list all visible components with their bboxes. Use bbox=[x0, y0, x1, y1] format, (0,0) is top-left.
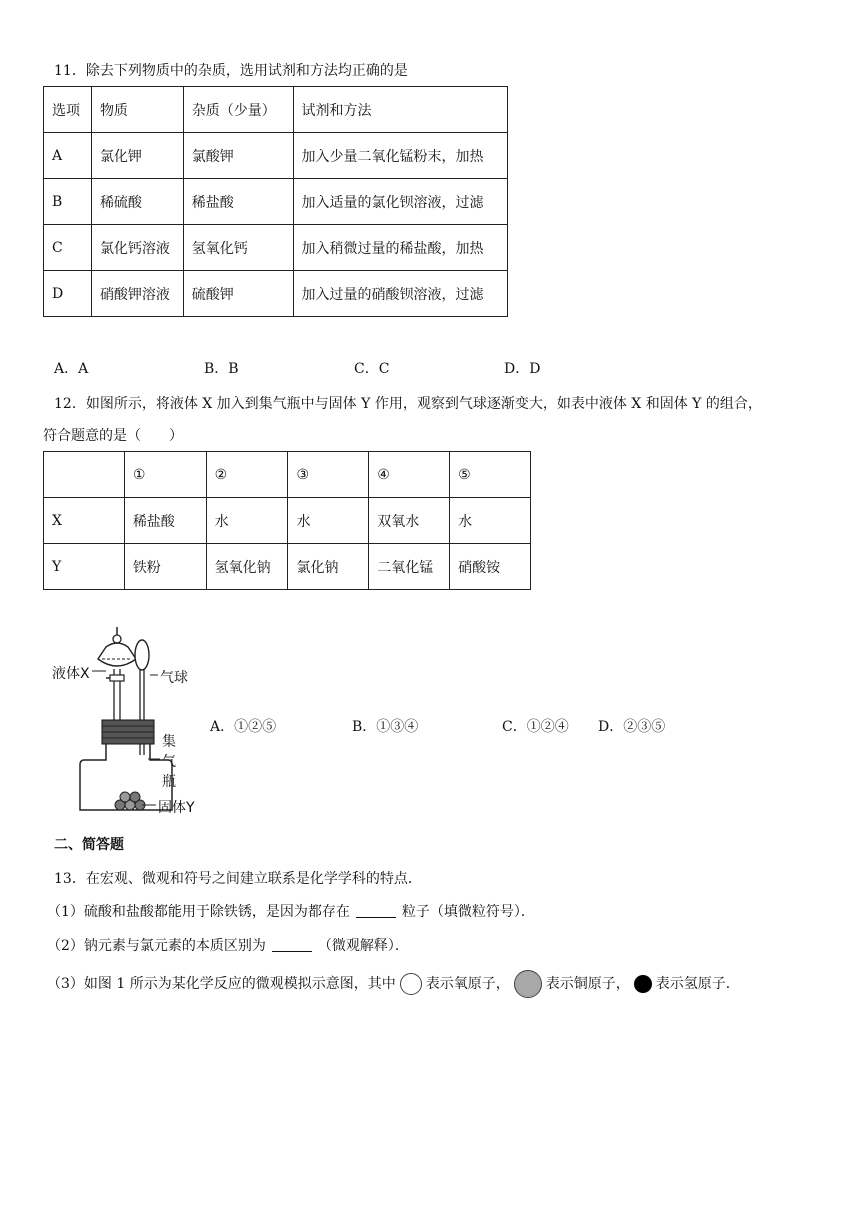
q12-table bbox=[43, 451, 531, 590]
copper-atom-icon bbox=[514, 970, 542, 998]
q11-table bbox=[43, 86, 508, 317]
q13-part3-text-b: 表示氧原子， bbox=[425, 976, 510, 992]
option-d[interactable]: D．D bbox=[504, 361, 541, 377]
option-a[interactable]: A．①②⑤ bbox=[210, 719, 277, 735]
table-cell: Y bbox=[44, 544, 125, 590]
table-cell: 氯酸钾 bbox=[183, 133, 293, 179]
header-cell: ② bbox=[206, 452, 288, 498]
table-cell: 二氧化锰 bbox=[369, 544, 450, 590]
table-cell: 加入过量的硝酸钡溶液，过滤 bbox=[293, 271, 507, 317]
table-cell: 氯化钠 bbox=[288, 544, 369, 590]
table-row bbox=[44, 179, 508, 225]
table-cell: 铁粉 bbox=[124, 544, 206, 590]
q13-part3 bbox=[47, 970, 740, 998]
table-cell: 硝酸钾溶液 bbox=[91, 271, 183, 317]
table-cell: 双氧水 bbox=[369, 498, 450, 544]
option-a[interactable]: A．A bbox=[54, 361, 89, 377]
table-row bbox=[44, 498, 531, 544]
table-cell: 加入稍微过量的稀盐酸，加热 bbox=[293, 225, 507, 271]
header-cell bbox=[44, 452, 125, 498]
table-header-row bbox=[44, 87, 508, 133]
header-cell: 试剂和方法 bbox=[293, 87, 507, 133]
table-cell: 氢氧化钠 bbox=[206, 544, 288, 590]
q13-part2-text-after: （微观解释）． bbox=[317, 938, 409, 954]
table-cell: 加入适量的氯化钡溶液，过滤 bbox=[293, 179, 507, 225]
table-cell: 水 bbox=[450, 498, 531, 544]
q13-part3-text-a: （3）如图 1 所示为某化学反应的微观模拟示意图，其中 bbox=[47, 976, 396, 992]
option-b[interactable]: B．①③④ bbox=[352, 719, 419, 735]
header-cell: ③ bbox=[288, 452, 369, 498]
table-cell: 硝酸铵 bbox=[450, 544, 531, 590]
q13-part1-text-before: （1）硫酸和盐酸都能用于除铁锈，是因为都存在 bbox=[47, 904, 350, 920]
option-c[interactable]: C．①②④ bbox=[502, 719, 569, 735]
table-cell: 氯化钾 bbox=[91, 133, 183, 179]
table-row bbox=[44, 544, 531, 590]
table-cell: X bbox=[44, 498, 125, 544]
q12-stem-line2: 符合题意的是（ ） bbox=[43, 428, 183, 444]
label-liquid-x: 液体X bbox=[52, 666, 90, 682]
q11-stem: 11．除去下列物质中的杂质，选用试剂和方法均正确的是 bbox=[54, 63, 408, 79]
hydrogen-atom-icon bbox=[634, 975, 652, 993]
table-cell: 加入少量二氧化锰粉末，加热 bbox=[293, 133, 507, 179]
header-cell: 物质 bbox=[91, 87, 183, 133]
option-b[interactable]: B．B bbox=[204, 361, 239, 377]
answer-blank-2[interactable] bbox=[272, 937, 312, 952]
label-solid-y: 固体Y bbox=[158, 800, 195, 816]
q12-stem-line1: 12．如图所示，将液体 X 加入到集气瓶中与固体 Y 作用，观察到气球逐渐变大，如表中液体 X 和固体 Y 的组合， bbox=[54, 396, 762, 412]
label-bottle-1: 集 bbox=[162, 734, 176, 750]
label-bottle-3: 瓶 bbox=[162, 774, 176, 790]
answer-blank-1[interactable] bbox=[356, 903, 396, 918]
section-title: 二、简答题 bbox=[54, 837, 124, 853]
q13-part3-text-c: 表示铜原子， bbox=[545, 976, 630, 992]
table-row bbox=[44, 133, 508, 179]
header-cell: ① bbox=[124, 452, 206, 498]
table-row bbox=[44, 225, 508, 271]
oxygen-atom-icon bbox=[400, 973, 422, 995]
table-cell: 稀硫酸 bbox=[91, 179, 183, 225]
label-balloon: 气球 bbox=[160, 670, 188, 686]
header-cell: ④ bbox=[369, 452, 450, 498]
header-cell: ⑤ bbox=[450, 452, 531, 498]
q13-part1-text-after: 粒子（填微粒符号）． bbox=[401, 904, 535, 920]
header-cell: 选项 bbox=[44, 87, 92, 133]
table-cell: D bbox=[44, 271, 92, 317]
table-cell: 硫酸钾 bbox=[183, 271, 293, 317]
option-d[interactable]: D．②③⑤ bbox=[598, 719, 666, 735]
apparatus-drawing bbox=[50, 625, 230, 820]
q13-part1 bbox=[47, 901, 535, 921]
table-cell: A bbox=[44, 133, 92, 179]
table-cell: 水 bbox=[206, 498, 288, 544]
table-cell: 氢氧化钙 bbox=[183, 225, 293, 271]
q13-part3-text-d: 表示氢原子． bbox=[655, 976, 740, 992]
q13-part2 bbox=[47, 935, 409, 955]
table-cell: 稀盐酸 bbox=[183, 179, 293, 225]
table-cell: C bbox=[44, 225, 92, 271]
table-header-row bbox=[44, 452, 531, 498]
table-cell: 水 bbox=[288, 498, 369, 544]
apparatus-figure bbox=[50, 625, 230, 820]
table-cell: 氯化钙溶液 bbox=[91, 225, 183, 271]
label-bottle-2: 气 bbox=[162, 754, 176, 770]
table-cell: B bbox=[44, 179, 92, 225]
q13-stem: 13．在宏观、微观和符号之间建立联系是化学学科的特点． bbox=[54, 871, 422, 887]
option-c[interactable]: C．C bbox=[354, 361, 390, 377]
q13-part2-text-before: （2）钠元素与氯元素的本质区别为 bbox=[47, 938, 266, 954]
table-row bbox=[44, 271, 508, 317]
table-cell: 稀盐酸 bbox=[124, 498, 206, 544]
header-cell: 杂质（少量） bbox=[183, 87, 293, 133]
